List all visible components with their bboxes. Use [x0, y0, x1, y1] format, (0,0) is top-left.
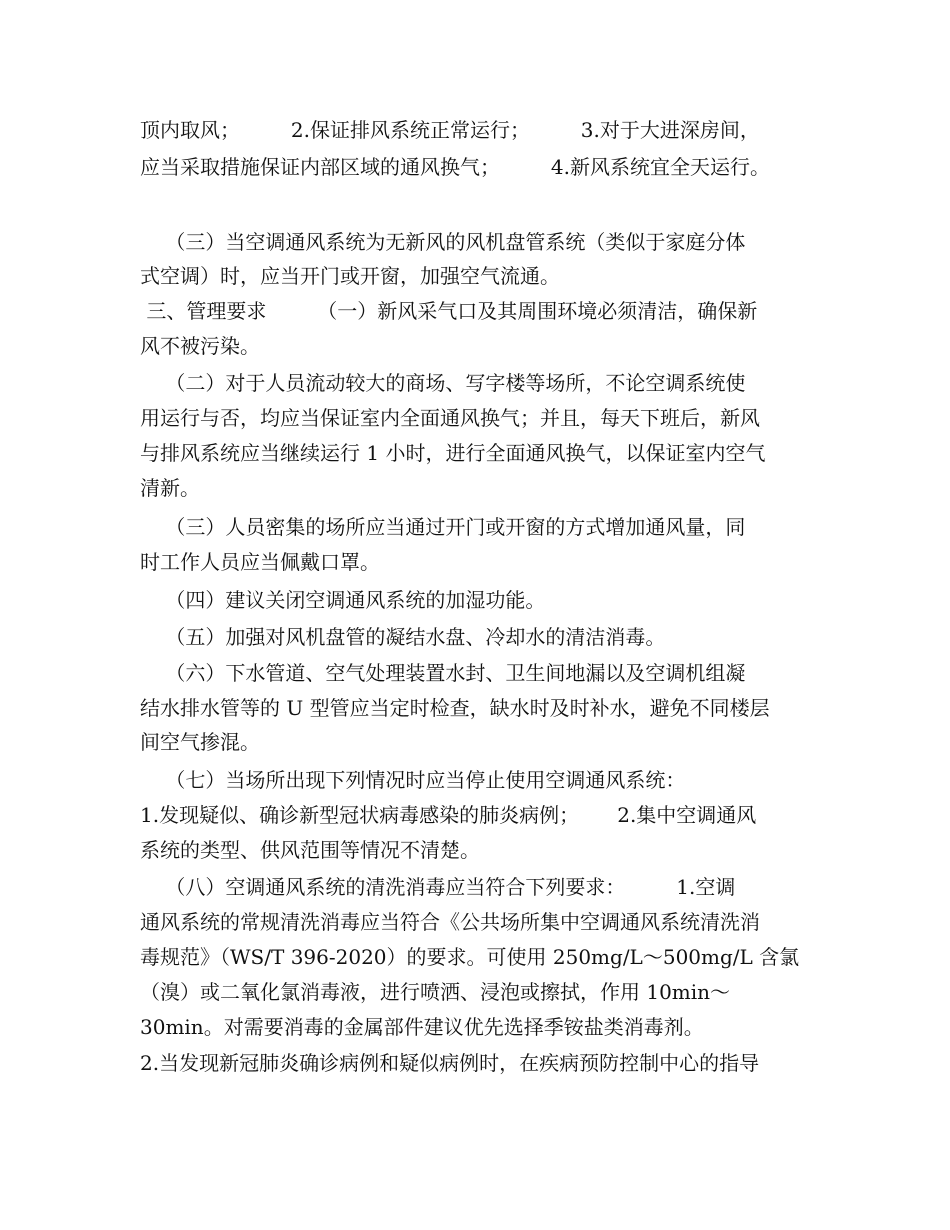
- text-line: 用运行与否，均应当保证室内全面通风换气；并且，每天下班后，新风: [140, 406, 760, 430]
- text-line: （三）当空调通风系统为无新风的风机盘管系统（类似于家庭分体: [140, 230, 746, 254]
- text-line: （四）建议关闭空调通风系统的加湿功能。: [140, 588, 546, 612]
- section-heading-line: 三、管理要求 （一）新风采气口及其周围环境必须清洁，确保新: [140, 299, 758, 323]
- text-line: 式空调）时，应当开门或开窗，加强空气流通。: [140, 264, 560, 288]
- text-line: 2.当发现新冠肺炎确诊病例和疑似病例时，在疾病预防控制中心的指导: [140, 1051, 760, 1075]
- text-line: 1.发现疑似、确诊新型冠状病毒感染的肺炎病例； 2.集中空调通风: [140, 803, 757, 827]
- text-line: （八）空调通风系统的清洗消毒应当符合下列要求： 1.空调: [140, 875, 736, 899]
- text-line: （溴）或二氧化氯消毒液，进行喷洒、浸泡或擦拭，作用 10min～: [140, 980, 731, 1004]
- text-line: 清新。: [140, 476, 200, 500]
- text-line: 顶内取风； 2.保证排风系统正常运行； 3.对于大进深房间，: [140, 118, 760, 142]
- text-line: 风不被污染。: [140, 334, 260, 358]
- text-line: 30min。对需要消毒的金属部件建议优先选择季铵盐类消毒剂。: [140, 1015, 704, 1039]
- text-line: 应当采取措施保证内部区域的通风换气； 4.新风系统宜全天运行。: [140, 155, 770, 179]
- text-line: （三）人员密集的场所应当通过开门或开窗的方式增加通风量，同: [140, 515, 746, 539]
- text-line: 系统的类型、供风范围等情况不清楚。: [140, 838, 480, 862]
- text-line: （七）当场所出现下列情况时应当停止使用空调通风系统：: [140, 768, 686, 792]
- text-line: 间空气掺混。: [140, 730, 260, 754]
- text-line: 毒规范》（WS/T 396-2020）的要求。可使用 250mg/L～500mg/L 含氯: [140, 945, 800, 969]
- text-line: 时工作人员应当佩戴口罩。: [140, 550, 380, 574]
- text-line: （六）下水管道、空气处理装置水封、卫生间地漏以及空调机组凝: [140, 661, 746, 685]
- text-line: （五）加强对风机盘管的凝结水盘、冷却水的清洁消毒。: [140, 625, 666, 649]
- text-line: 与排风系统应当继续运行 1 小时，进行全面通风换气，以保证室内空气: [140, 441, 766, 465]
- text-line: （二）对于人员流动较大的商场、写字楼等场所，不论空调系统使: [140, 371, 746, 395]
- text-line: 通风系统的常规清洗消毒应当符合《公共场所集中空调通风系统清洗消: [140, 910, 760, 934]
- text-line: 结水排水管等的 U 型管应当定时检查，缺水时及时补水，避免不同楼层: [140, 696, 770, 720]
